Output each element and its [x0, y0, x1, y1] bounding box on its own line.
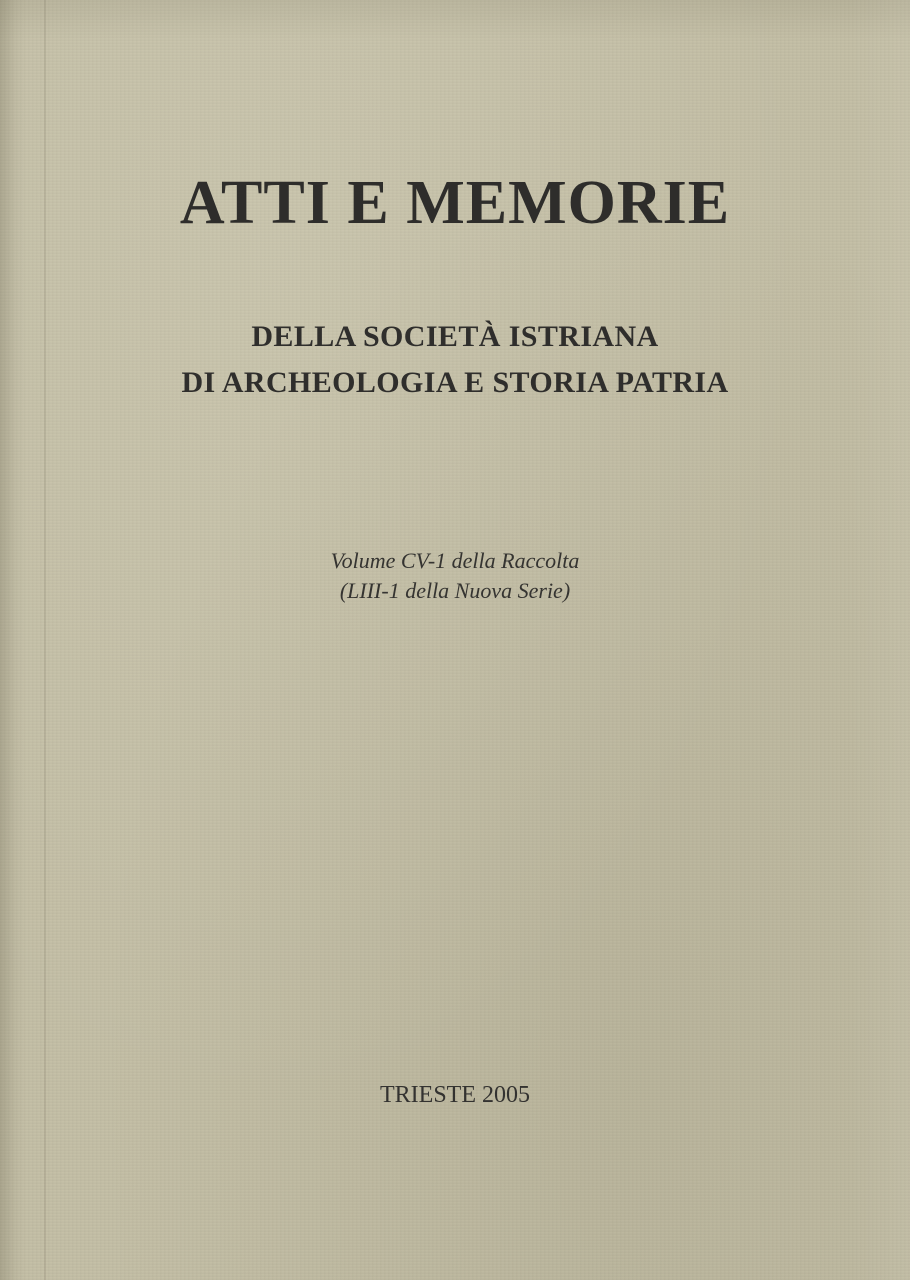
place-and-year: TRIESTE 2005	[380, 1082, 530, 1108]
volume-line-1: Volume CV-1 della Raccolta	[330, 548, 580, 573]
top-edge-shadow	[0, 0, 910, 40]
cover-subtitle-line-2: DI ARCHEOLOGIA E STORIA PATRIA	[181, 366, 729, 399]
cover-subtitle-line-1: DELLA SOCIETÀ ISTRIANA	[251, 320, 659, 353]
volume-line-2: (LIII-1 della Nuova Serie)	[339, 578, 571, 603]
cover-title: ATTI E MEMORIE	[179, 169, 731, 237]
